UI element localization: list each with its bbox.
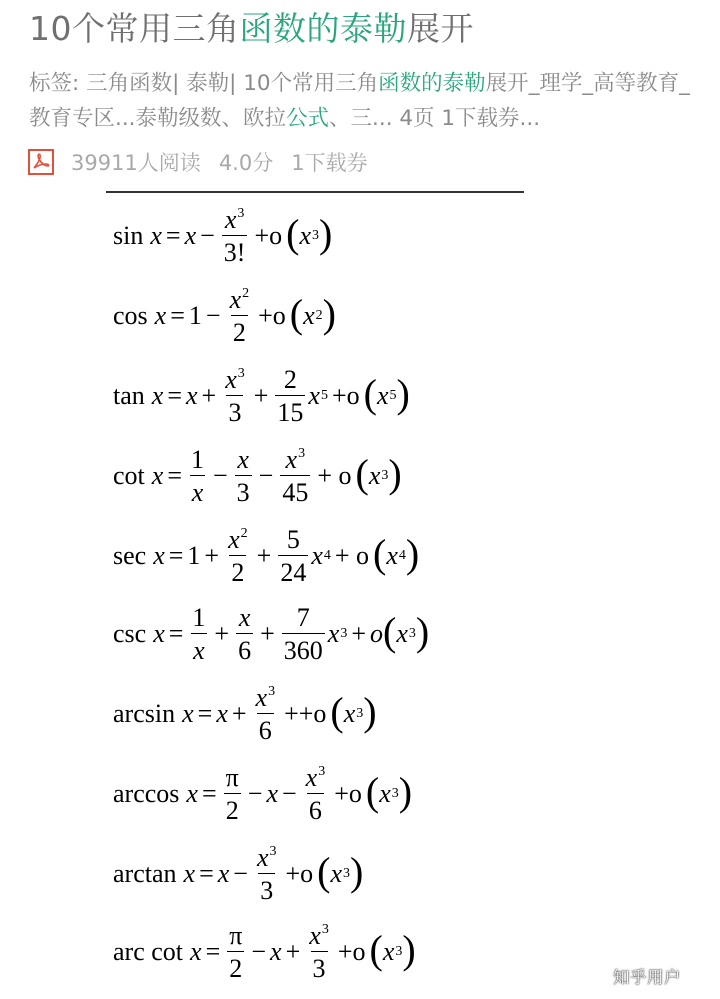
- var: x: [186, 779, 198, 808]
- var: x: [368, 461, 381, 490]
- constant: 1: [187, 541, 201, 570]
- exponent: 2: [315, 308, 323, 323]
- formula-tan: [113, 356, 410, 436]
- close-paren: ): [402, 927, 416, 972]
- open-paren: (: [355, 451, 369, 496]
- var: x: [311, 541, 323, 570]
- fraction: [307, 922, 331, 983]
- operator: −: [258, 461, 274, 490]
- denominator: 2: [224, 793, 241, 824]
- exponent: 3: [343, 866, 351, 881]
- var: x: [151, 381, 164, 410]
- exponent: 3: [391, 786, 399, 801]
- exponent: 3: [237, 205, 245, 221]
- numerator: π: [229, 920, 243, 950]
- fraction: [224, 764, 241, 825]
- denominator: 45: [280, 475, 310, 506]
- equals: =: [168, 619, 184, 648]
- document-meta: [28, 146, 386, 178]
- fraction: [222, 206, 248, 267]
- close-paren: ): [363, 689, 377, 734]
- exponent: 5: [389, 388, 397, 403]
- var: x: [182, 699, 194, 728]
- fraction: [280, 446, 310, 507]
- var: x: [150, 221, 162, 250]
- operator: −: [205, 301, 221, 330]
- denominator: 3: [226, 395, 243, 426]
- operator: +: [201, 381, 217, 410]
- denominator: 3: [258, 873, 275, 904]
- formula-arcsin: [113, 674, 377, 754]
- var: x: [185, 381, 198, 410]
- exponent: 4: [323, 548, 331, 563]
- exponent: 3: [381, 468, 389, 483]
- fn-name: tan: [113, 381, 145, 410]
- var: x: [308, 381, 320, 410]
- operator: +o: [258, 301, 286, 330]
- equals: =: [167, 461, 182, 490]
- denominator: 6: [307, 793, 324, 824]
- watermark: 知乎用户: [613, 968, 681, 987]
- little-o: o: [369, 619, 383, 648]
- fn-name: sin: [113, 221, 144, 250]
- var: x: [270, 937, 282, 966]
- operator: +: [260, 619, 275, 648]
- numerator: x: [309, 920, 321, 950]
- denominator: x: [190, 475, 206, 506]
- operator: −: [233, 859, 248, 888]
- var: x: [216, 699, 228, 728]
- exponent: 3: [298, 445, 306, 461]
- exponent: 3: [318, 763, 326, 779]
- formula-cos: [113, 276, 336, 356]
- denominator: 2: [231, 315, 248, 346]
- formula-arccot: [113, 912, 416, 992]
- exponent: 3: [395, 944, 403, 959]
- exponent: 2: [240, 525, 248, 541]
- open-paren: (: [365, 769, 380, 814]
- var: x: [184, 221, 197, 250]
- denominator: 3: [235, 475, 252, 506]
- operator: −: [200, 221, 215, 250]
- fn-name: cos: [113, 301, 148, 330]
- fraction: [304, 764, 328, 825]
- var: x: [217, 859, 230, 888]
- var: x: [183, 859, 196, 888]
- equals: =: [168, 541, 184, 570]
- operator: −: [281, 779, 297, 808]
- fraction: [189, 446, 206, 507]
- fraction: [228, 286, 252, 347]
- fraction: [254, 684, 278, 745]
- numerator: 7: [296, 602, 310, 632]
- denominator: 6: [236, 633, 253, 664]
- close-paren: ): [405, 531, 420, 576]
- operator: +o: [331, 381, 360, 410]
- open-paren: (: [289, 291, 304, 336]
- var: x: [154, 301, 167, 330]
- title-text: 10个常用三角: [29, 9, 240, 48]
- exponent: 3: [321, 921, 329, 937]
- snippet-highlight: 函数的泰勒: [378, 71, 486, 96]
- open-paren: (: [286, 211, 300, 256]
- denominator: 3!: [222, 235, 248, 266]
- open-paren: (: [330, 689, 344, 734]
- equals: =: [167, 381, 182, 410]
- operator: +: [256, 541, 272, 570]
- exponent: 3: [268, 683, 276, 699]
- fraction: [223, 366, 247, 427]
- equals: =: [170, 301, 185, 330]
- snippet-text: 展开_理学_高等教育_教育专区...泰勒级数、欧拉: [29, 71, 690, 131]
- numerator: x: [224, 204, 237, 234]
- var: x: [190, 937, 202, 966]
- fn-name: arc cot: [113, 937, 184, 966]
- var: x: [303, 301, 315, 330]
- constant: 1: [188, 301, 202, 330]
- snippet-text: 、三... 4页 1下载券...: [329, 106, 541, 131]
- equals: =: [199, 859, 214, 888]
- fn-name: arctan: [113, 859, 177, 888]
- title-highlight: 函数的泰勒: [239, 9, 407, 48]
- operator: +: [214, 619, 230, 648]
- var: x: [327, 619, 340, 648]
- denominator: 15: [275, 395, 305, 426]
- open-paren: (: [373, 531, 387, 576]
- var: x: [379, 779, 391, 808]
- download-coupon: 1下载券: [291, 151, 368, 175]
- numerator: x: [305, 762, 318, 792]
- equals: =: [205, 937, 221, 966]
- numerator: 2: [283, 364, 297, 394]
- numerator: π: [225, 762, 239, 792]
- operator: +o: [337, 937, 366, 966]
- operator: +o: [254, 221, 283, 250]
- exponent: 3: [340, 626, 348, 641]
- open-paren: (: [317, 849, 331, 894]
- var: x: [396, 619, 408, 648]
- rating-score: 4.0分: [218, 151, 274, 175]
- numerator: x: [238, 602, 251, 632]
- numerator: x: [256, 842, 269, 872]
- snippet-text: 标签: 三角函数| 泰勒| 10个常用三角: [29, 71, 379, 96]
- operator: −: [247, 779, 263, 808]
- denominator: x: [191, 633, 207, 664]
- denominator: 3: [311, 951, 328, 982]
- numerator: 1: [190, 444, 204, 474]
- close-paren: ): [415, 609, 430, 654]
- search-snippet: [29, 66, 699, 136]
- operator: +o: [334, 779, 362, 808]
- fn-name: csc: [113, 619, 147, 648]
- operator: −: [251, 937, 267, 966]
- fraction: [227, 922, 244, 983]
- denominator: 360: [282, 633, 325, 664]
- numerator: 1: [192, 602, 206, 632]
- fn-name: arccos: [113, 779, 180, 808]
- operator: ++o: [284, 699, 327, 728]
- operator: + o: [317, 461, 352, 490]
- exponent: 3: [237, 365, 245, 381]
- exponent: 3: [269, 843, 277, 859]
- exponent: 4: [398, 548, 406, 563]
- fn-name: arcsin: [113, 699, 176, 728]
- denominator: 6: [257, 713, 274, 744]
- open-paren: (: [382, 609, 397, 654]
- exponent: 5: [320, 388, 328, 403]
- denominator: 2: [227, 951, 244, 982]
- fraction: [235, 446, 252, 507]
- close-paren: ): [322, 291, 336, 336]
- title-text-end: 展开: [407, 9, 474, 48]
- var: x: [153, 541, 165, 570]
- var: x: [386, 541, 398, 570]
- denominator: 24: [278, 555, 308, 586]
- exponent: 2: [242, 285, 250, 301]
- numerator: x: [285, 444, 298, 474]
- numerator: x: [229, 284, 242, 314]
- close-paren: ): [388, 451, 402, 496]
- operator: +: [204, 541, 220, 570]
- operator: +: [231, 699, 247, 728]
- operator: −: [212, 461, 228, 490]
- numerator: 5: [286, 524, 300, 554]
- formula-sin: [113, 196, 332, 276]
- close-paren: ): [396, 371, 410, 416]
- snippet-highlight: 公式: [286, 106, 330, 131]
- open-paren: (: [363, 371, 377, 416]
- fraction: [255, 844, 279, 905]
- var: x: [153, 619, 165, 648]
- exponent: 3: [408, 626, 416, 641]
- open-paren: (: [369, 927, 383, 972]
- var: x: [266, 779, 278, 808]
- close-paren: ): [350, 849, 364, 894]
- var: x: [299, 221, 311, 250]
- fraction: [282, 604, 325, 665]
- formula-csc: [113, 594, 429, 674]
- formula-arccos: [113, 754, 412, 834]
- denominator: 2: [229, 555, 246, 586]
- var: x: [343, 699, 356, 728]
- close-paren: ): [319, 211, 333, 256]
- pdf-icon: [28, 149, 54, 175]
- fraction: [278, 526, 308, 587]
- operator: +o: [285, 859, 314, 888]
- fraction: [275, 366, 305, 427]
- formula-cot: [113, 436, 402, 516]
- numerator: x: [237, 444, 249, 474]
- fraction: [236, 604, 253, 665]
- operator: +: [285, 937, 301, 966]
- formula-sec: [113, 516, 419, 596]
- fn-name: cot: [113, 461, 145, 490]
- fn-name: sec: [113, 541, 147, 570]
- formula-top-rule: [106, 191, 524, 193]
- exponent: 3: [356, 706, 364, 721]
- operator: +: [253, 381, 269, 410]
- equals: =: [201, 779, 217, 808]
- var: x: [330, 859, 343, 888]
- numerator: x: [225, 364, 237, 394]
- numerator: x: [255, 682, 268, 712]
- formula-arctan: [113, 834, 363, 914]
- fraction: [190, 604, 207, 665]
- equals: =: [165, 221, 181, 250]
- operator: + o: [334, 541, 370, 570]
- equals: =: [197, 699, 213, 728]
- close-paren: ): [398, 769, 413, 814]
- exponent: 3: [312, 228, 319, 243]
- var: x: [382, 937, 395, 966]
- var: x: [151, 461, 164, 490]
- numerator: x: [228, 524, 240, 554]
- var: x: [376, 381, 389, 410]
- operator: +: [351, 619, 366, 648]
- page-title[interactable]: [29, 9, 474, 49]
- fraction: [226, 526, 250, 587]
- read-count: 39911人阅读: [71, 151, 201, 175]
